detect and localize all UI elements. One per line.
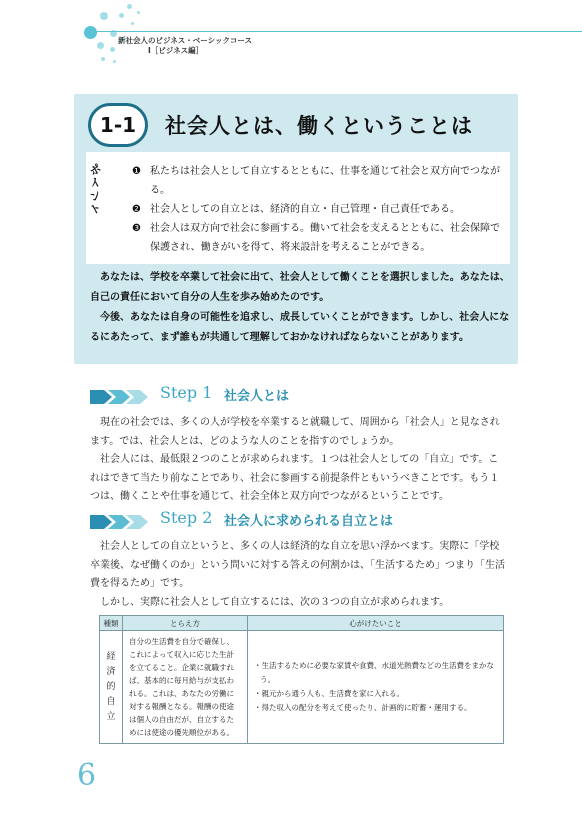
step2-title: 社会人に求められる自立とは (224, 514, 394, 529)
series-title-line2: Ⅰ［ビジネス編］ (148, 46, 204, 55)
table-row (100, 631, 504, 744)
point-tag-char: ポ (87, 161, 104, 179)
section-number-badge: 1-1 (88, 103, 148, 147)
decoration-dot (84, 26, 97, 39)
decoration-dot (137, 11, 140, 14)
intro-paragraph: 今後、あなたは自身の可能性を追求し、成長していくことができます。しかし、社会人になるにあたって、まず誰もが共通して理解しておかなければならないことがあります。 (90, 312, 510, 343)
decoration-dot (127, 4, 132, 9)
table-header-row (100, 616, 504, 631)
step2-paragraph: しかし、実際に社会人として自立するには、次の３つの自立が求められます。 (100, 596, 450, 608)
point-item (132, 219, 502, 257)
intro-text (90, 268, 510, 348)
decoration-dot (97, 42, 104, 49)
table-header: 心がけたいこと (248, 616, 504, 631)
kind-char: 立 (106, 711, 116, 722)
decoration-dot (119, 13, 124, 18)
step1-title: 社会人とは (224, 389, 290, 404)
header-rule (90, 31, 582, 32)
chevron-icon (126, 515, 148, 529)
table-header: 種類 (100, 616, 123, 631)
step1-paragraph: 社会人には、最低限２つのことが求められます。１つは社会人としての「自立」です。これはできて当たり前なことであり、社会に参画する前提条件ともいうべきことです。もう１つは、働くことや仕事を通じて、社会全体と双方向でつながるということです。 (90, 454, 500, 502)
table-kind-cell (100, 631, 123, 744)
kind-char: 的 (106, 681, 116, 692)
section-title: 社会人とは、働くということは (165, 114, 473, 138)
tip-item: ・得た収入の配分を考えて使ったり、計画的に貯蓄・運用する。 (254, 703, 472, 712)
point-number: ❷ (132, 204, 141, 215)
step1-body (90, 414, 505, 507)
points-list (132, 162, 502, 257)
point-text: 私たちは社会人として自立するとともに、仕事を通じて社会と双方向でつながる。 (150, 166, 500, 196)
point-tag-char: ト (87, 200, 104, 218)
series-title-line1: 新社会人のビジネス・ベーシックコース (118, 36, 252, 45)
point-item (132, 200, 502, 219)
intro-paragraph: あなたは、学校を卒業して社会に出て、社会人として働くことを選択しました。あなたは、自己の責任において自分の人生を歩み始めたのです。 (90, 272, 510, 303)
page-number: 6 (77, 758, 97, 793)
series-title (118, 36, 252, 56)
point-item (132, 162, 502, 200)
table-tips-cell (248, 631, 504, 744)
kind-char: 経 (106, 651, 116, 662)
kind-char: 済 (106, 666, 116, 677)
point-tag (87, 160, 115, 218)
kind-char: 自 (106, 696, 116, 707)
step2-body (90, 538, 505, 612)
decoration-dot (101, 57, 105, 61)
table-concept-cell: 自分の生活費を自分で確保し、これによって収入に応じた生計を立てること。企業に就職すれば、基本的に毎月給与が支払われる。これは、あなたの労働に対する報酬となる。報酬の使途は個人の自由だが、自立するためには使途の優先順位がある。 (123, 631, 248, 744)
decoration-dot (113, 60, 116, 63)
decoration-dot (110, 47, 115, 52)
tip-item: ・生活するために必要な家賃や食費、水道光熱費などの生活費をまかなう。 (254, 661, 494, 684)
tip-item: ・親元から通う人も、生活費を家に入れる。 (254, 689, 404, 698)
step1-label: Step 1 (160, 383, 213, 402)
point-tag-char: ン (87, 187, 104, 205)
step2-paragraph: 社会人としての自立というと、多くの人は経済的な自立を思い浮かべます。実際に「学校卒業後、なぜ働くのか」という問いに対する答えの何割かは、「生活するため」つまり「生活費を得るため」です。 (90, 541, 505, 589)
point-text: 社会人は双方向で社会に参画する。働いて社会を支えるとともに、社会保障で保護され、働きがいを得て、将来設計を考えることができる。 (150, 223, 500, 253)
decoration-dot (131, 22, 134, 25)
step2-label: Step 2 (160, 508, 213, 527)
point-number: ❶ (132, 166, 141, 177)
point-tag-char: イ (87, 174, 104, 192)
point-text: 社会人としての自立とは、経済的自立・自己管理・自己責任である。 (150, 204, 460, 215)
chevron-icon (126, 390, 148, 404)
point-number: ❸ (132, 223, 141, 234)
independence-table (99, 615, 504, 744)
decoration-dot (100, 12, 108, 20)
table-header: とらえ方 (123, 616, 248, 631)
step1-paragraph: 現在の社会では、多くの人が学校を卒業すると就職して、周囲から「社会人」と見なされます。では、社会人とは、どのような人のことを指すのでしょうか。 (90, 417, 500, 447)
